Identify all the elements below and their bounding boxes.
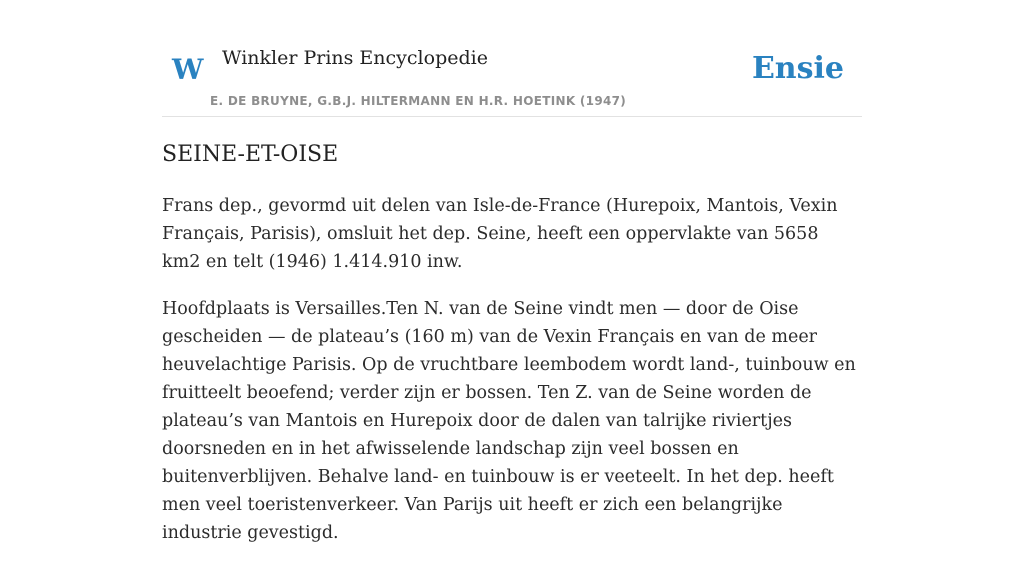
article-paragraph: Frans dep., gevormd uit delen van Isle-de-France (Hurepoix, Mantois, Vexin Français, Parisis), omsluit het dep. Seine, heeft een oppervlakte van 5658 km2 en telt (1946) 1.414.910 inw. xyxy=(162,196,838,272)
article-body xyxy=(162,192,862,566)
winkler-prins-logo[interactable]: W xyxy=(172,53,204,86)
ensie-logo-link[interactable]: Ensie xyxy=(751,51,844,86)
header xyxy=(162,0,862,117)
article-title: SEINE-ET-OISE xyxy=(162,142,339,167)
source-authors: E. DE BRUYNE, G.B.J. HILTERMANN EN H.R. HOETINK (1947) xyxy=(210,94,627,108)
source-title-link[interactable]: Winkler Prins Encyclopedie xyxy=(222,47,488,69)
article-paragraph: Hoofdplaats is Versailles.Ten N. van de Seine vindt men — door de Oise gescheiden — de plateau’s (160 m) van de Vexin Français en van de meer heuvelachtige Parisis. Op de vruchtbare leembodem wordt land-, tuinbouw en fruitteelt beoefend; verder zijn er bossen. Ten Z. van de Seine worden de plateau’s van Mantois en Hurepoix door de dalen van talrijke riviertjes doorsneden en in het afwisselende landschap zijn veel bossen en buitenverblijven. Behalve land- en tuinbouw is er veeteelt. In het dep. heeft men veel toeristenverkeer. Van Parijs uit heeft er zich een belangrijke industrie gevestigd. xyxy=(162,299,856,543)
